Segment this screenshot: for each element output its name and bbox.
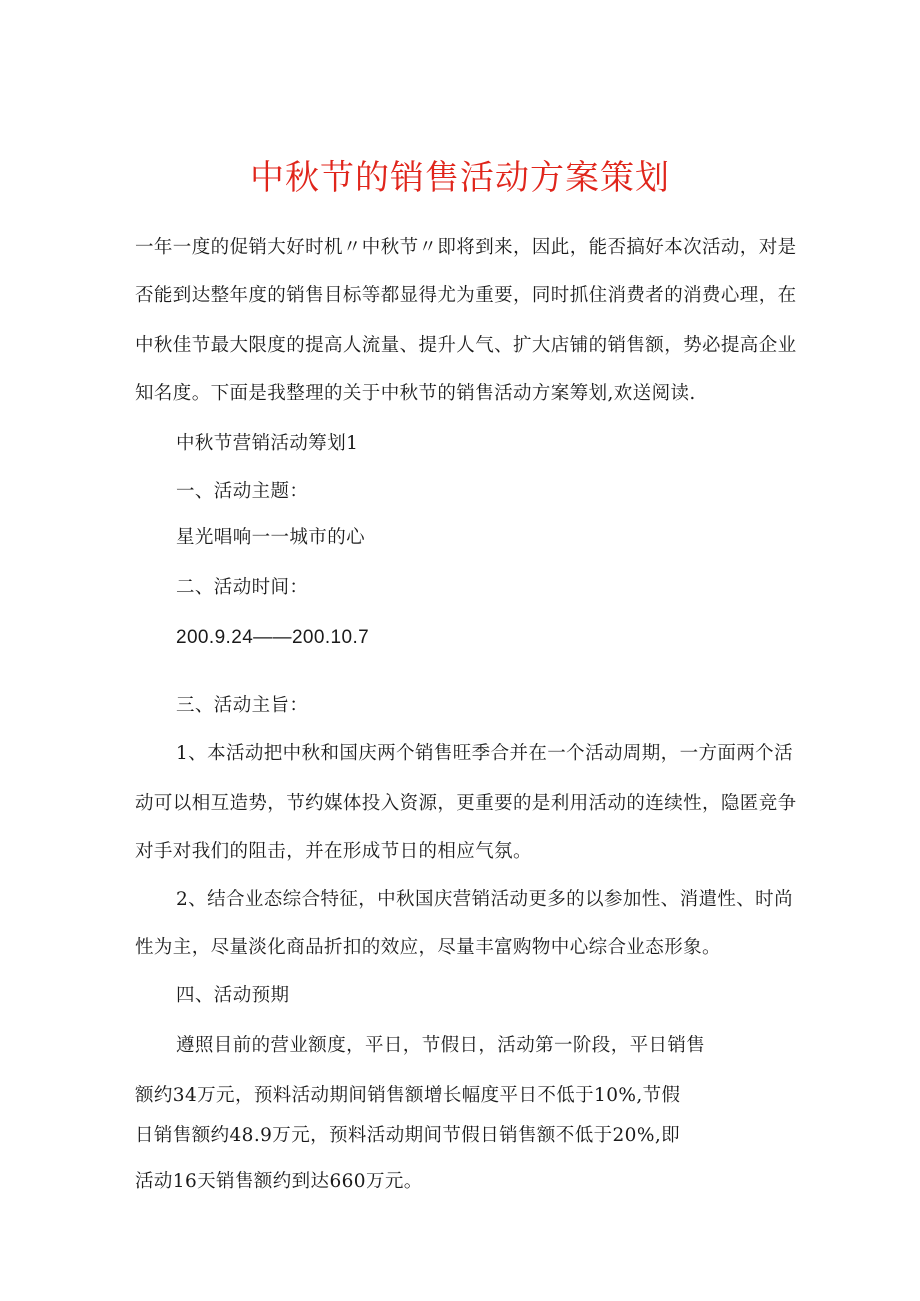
section-heading: 一、活动主题： (176, 481, 309, 502)
plan-heading: 中秋节营销活动筹划1 (176, 433, 359, 454)
expect-line: 遵照目前的营业额度，平日，节假日，活动第一阶段，平日销售 (176, 1035, 706, 1056)
expect-line: 活动16天销售额约到达660万元。 (135, 1171, 423, 1192)
document-title: 中秋节的销售活动方案策划 (250, 158, 670, 198)
expect-line: 额约34万元，预料活动期间销售额增长幅度平日不低于10%,节假 (135, 1085, 681, 1106)
section-content: 星光唱响一一城市的心 (176, 527, 366, 548)
point-line: 1、本活动把中秋和国庆两个销售旺季合并在一个活动周期，一方面两个活 (176, 743, 793, 764)
section-heading: 二、活动时间： (176, 577, 309, 598)
point-line: 性为主，尽量淡化商品折扣的效应，尽量丰富购物中心综合业态形象。 (135, 937, 721, 958)
section-heading: 三、活动主旨： (176, 695, 309, 716)
intro-line: 一年一度的促销大好时机〃中秋节〃即将到来，因此，能否搞好本次活动，对是 (135, 237, 797, 258)
point-line: 动可以相互造势，节约媒体投入资源，更重要的是利用活动的连续性，隐匿竞争 (135, 793, 797, 814)
section-heading: 四、活动预期 (176, 985, 290, 1006)
intro-line: 中秋佳节最大限度的提高人流量、提升人气、扩大店铺的销售额，势必提高企业 (135, 335, 797, 356)
section-content: 200.9.24——200.10.7 (176, 627, 370, 648)
intro-line: 知名度。下面是我整理的关于中秋节的销售活动方案筹划,欢送阅读. (135, 383, 696, 404)
point-line: 2、结合业态综合特征，中秋国庆营销活动更多的以参加性、消遣性、时尚 (176, 889, 793, 910)
point-line: 对手对我们的阻击，并在形成节日的相应气氛。 (135, 841, 532, 862)
intro-line: 否能到达整年度的销售目标等都显得尤为重要，同时抓住消费者的消费心理，在 (135, 285, 797, 306)
expect-line: 日销售额约48.9万元，预料活动期间节假日销售额不低于20%,即 (135, 1125, 680, 1146)
